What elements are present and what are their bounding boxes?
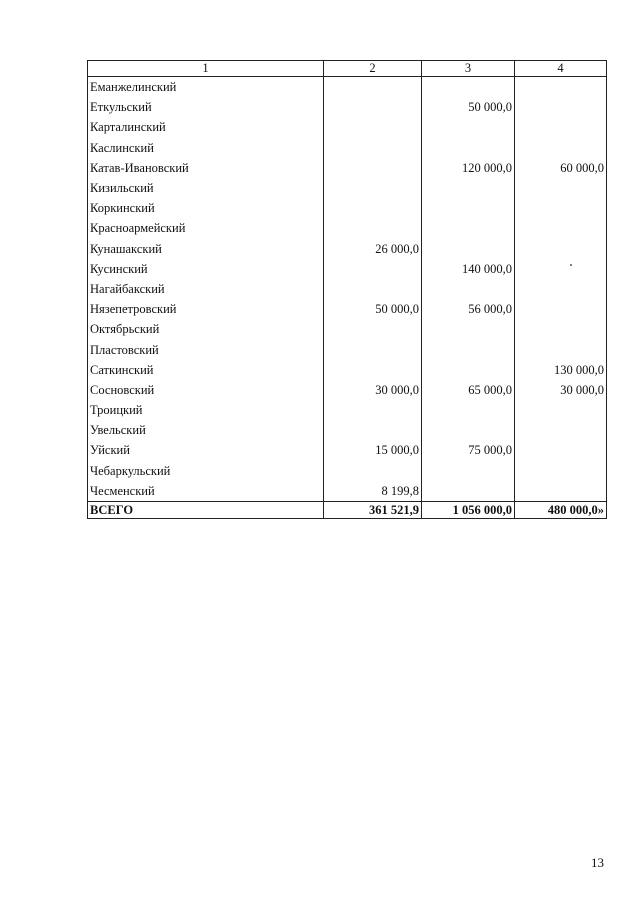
- table-row: [88, 279, 607, 299]
- column-4-cell: [515, 259, 607, 279]
- table-row: [88, 440, 607, 460]
- table-row: [88, 218, 607, 238]
- table-row: [88, 178, 607, 198]
- column-3-cell: [422, 198, 515, 218]
- column-4-cell: [515, 77, 607, 98]
- column-3-cell: [422, 117, 515, 137]
- column-2-cell: [324, 178, 422, 198]
- column-header-1: 1: [88, 61, 324, 77]
- table-row: [88, 339, 607, 359]
- column-4-cell: [515, 178, 607, 198]
- column-2-cell: [324, 339, 422, 359]
- column-2-cell: 8 199,8: [324, 481, 422, 502]
- column-4-cell: 30 000,0: [515, 380, 607, 400]
- column-2-cell: [324, 77, 422, 98]
- column-3-cell: 65 000,0: [422, 380, 515, 400]
- column-3-cell: 140 000,0: [422, 259, 515, 279]
- column-4-cell: [515, 440, 607, 460]
- column-3-cell: [422, 138, 515, 158]
- column-3-cell: 50 000,0: [422, 97, 515, 117]
- table-row: [88, 420, 607, 440]
- table-row: [88, 400, 607, 420]
- column-4-cell: [515, 97, 607, 117]
- column-3-cell: [422, 319, 515, 339]
- column-2-cell: [324, 400, 422, 420]
- column-4-cell: [515, 218, 607, 238]
- column-3-cell: [422, 400, 515, 420]
- column-4-cell: [515, 117, 607, 137]
- district-name-cell: Уйский: [88, 440, 324, 460]
- district-name-cell: Пластовский: [88, 339, 324, 359]
- district-name-cell: Кусинский: [88, 259, 324, 279]
- column-2-cell: [324, 97, 422, 117]
- total-row: [88, 501, 607, 518]
- district-name-cell: Каслинский: [88, 138, 324, 158]
- column-3-cell: [422, 218, 515, 238]
- column-header-2: 2: [324, 61, 422, 77]
- header-row: [88, 61, 607, 77]
- column-3-cell: [422, 339, 515, 359]
- column-3-cell: 56 000,0: [422, 299, 515, 319]
- column-4-cell: [515, 279, 607, 299]
- district-name-cell: Нязепетровский: [88, 299, 324, 319]
- total-cell-4: 480 000,0»: [515, 501, 607, 518]
- column-2-cell: [324, 117, 422, 137]
- column-2-cell: [324, 138, 422, 158]
- column-4-cell: [515, 239, 607, 259]
- district-name-cell: Чесменский: [88, 481, 324, 502]
- column-2-cell: 26 000,0: [324, 239, 422, 259]
- district-name-cell: Чебаркульский: [88, 461, 324, 481]
- column-4-cell: [515, 198, 607, 218]
- page-number: 13: [591, 855, 604, 870]
- column-header-3: 3: [422, 61, 515, 77]
- column-4-cell: [515, 339, 607, 359]
- column-3-cell: 75 000,0: [422, 440, 515, 460]
- table-row: [88, 380, 607, 400]
- column-3-cell: [422, 360, 515, 380]
- column-4-cell: [515, 420, 607, 440]
- column-3-cell: [422, 461, 515, 481]
- column-4-cell: [515, 299, 607, 319]
- district-name-cell: Кунашакский: [88, 239, 324, 259]
- total-label: ВСЕГО: [88, 501, 324, 518]
- column-3-cell: [422, 481, 515, 502]
- table-row: [88, 97, 607, 117]
- column-2-cell: [324, 279, 422, 299]
- column-3-cell: [422, 279, 515, 299]
- column-4-cell: [515, 138, 607, 158]
- table-row: [88, 77, 607, 98]
- district-name-cell: Увельский: [88, 420, 324, 440]
- table-row: [88, 117, 607, 137]
- table-row: [88, 299, 607, 319]
- district-name-cell: Коркинский: [88, 198, 324, 218]
- table-row: [88, 481, 607, 502]
- column-2-cell: [324, 158, 422, 178]
- table-row: [88, 138, 607, 158]
- district-name-cell: Октябрьский: [88, 319, 324, 339]
- column-3-cell: [422, 77, 515, 98]
- district-name-cell: Троицкий: [88, 400, 324, 420]
- table-row: [88, 239, 607, 259]
- district-name-cell: Красноармейский: [88, 218, 324, 238]
- total-cell-3: 1 056 000,0: [422, 501, 515, 518]
- table-header: [88, 61, 607, 77]
- column-2-cell: [324, 360, 422, 380]
- column-3-cell: [422, 178, 515, 198]
- column-4-cell: [515, 461, 607, 481]
- district-name-cell: Карталинский: [88, 117, 324, 137]
- column-2-cell: 50 000,0: [324, 299, 422, 319]
- table-footer: [88, 501, 607, 518]
- district-name-cell: Кизильский: [88, 178, 324, 198]
- district-name-cell: Еманжелинский: [88, 77, 324, 98]
- column-3-cell: [422, 420, 515, 440]
- column-3-cell: 120 000,0: [422, 158, 515, 178]
- column-4-cell: 130 000,0: [515, 360, 607, 380]
- column-2-cell: [324, 259, 422, 279]
- table-row: [88, 158, 607, 178]
- column-2-cell: [324, 461, 422, 481]
- table-row: [88, 198, 607, 218]
- table-row: [88, 360, 607, 380]
- column-4-cell: [515, 319, 607, 339]
- total-cell-2: 361 521,9: [324, 501, 422, 518]
- district-name-cell: Катав-Ивановский: [88, 158, 324, 178]
- column-4-cell: [515, 400, 607, 420]
- district-name-cell: Нагайбакский: [88, 279, 324, 299]
- table-row: [88, 461, 607, 481]
- column-2-cell: [324, 319, 422, 339]
- column-header-4: 4: [515, 61, 607, 77]
- column-2-cell: 15 000,0: [324, 440, 422, 460]
- column-2-cell: [324, 198, 422, 218]
- column-4-cell: [515, 481, 607, 502]
- column-2-cell: [324, 420, 422, 440]
- column-3-cell: [422, 239, 515, 259]
- column-2-cell: 30 000,0: [324, 380, 422, 400]
- budget-table: [87, 60, 607, 519]
- column-2-cell: [324, 218, 422, 238]
- table-body: [88, 77, 607, 502]
- district-name-cell: Еткульский: [88, 97, 324, 117]
- scan-speck: [570, 264, 572, 266]
- column-4-cell: 60 000,0: [515, 158, 607, 178]
- table-row: [88, 319, 607, 339]
- table-row: [88, 259, 607, 279]
- district-name-cell: Саткинский: [88, 360, 324, 380]
- budget-table-container: [87, 60, 606, 519]
- district-name-cell: Сосновский: [88, 380, 324, 400]
